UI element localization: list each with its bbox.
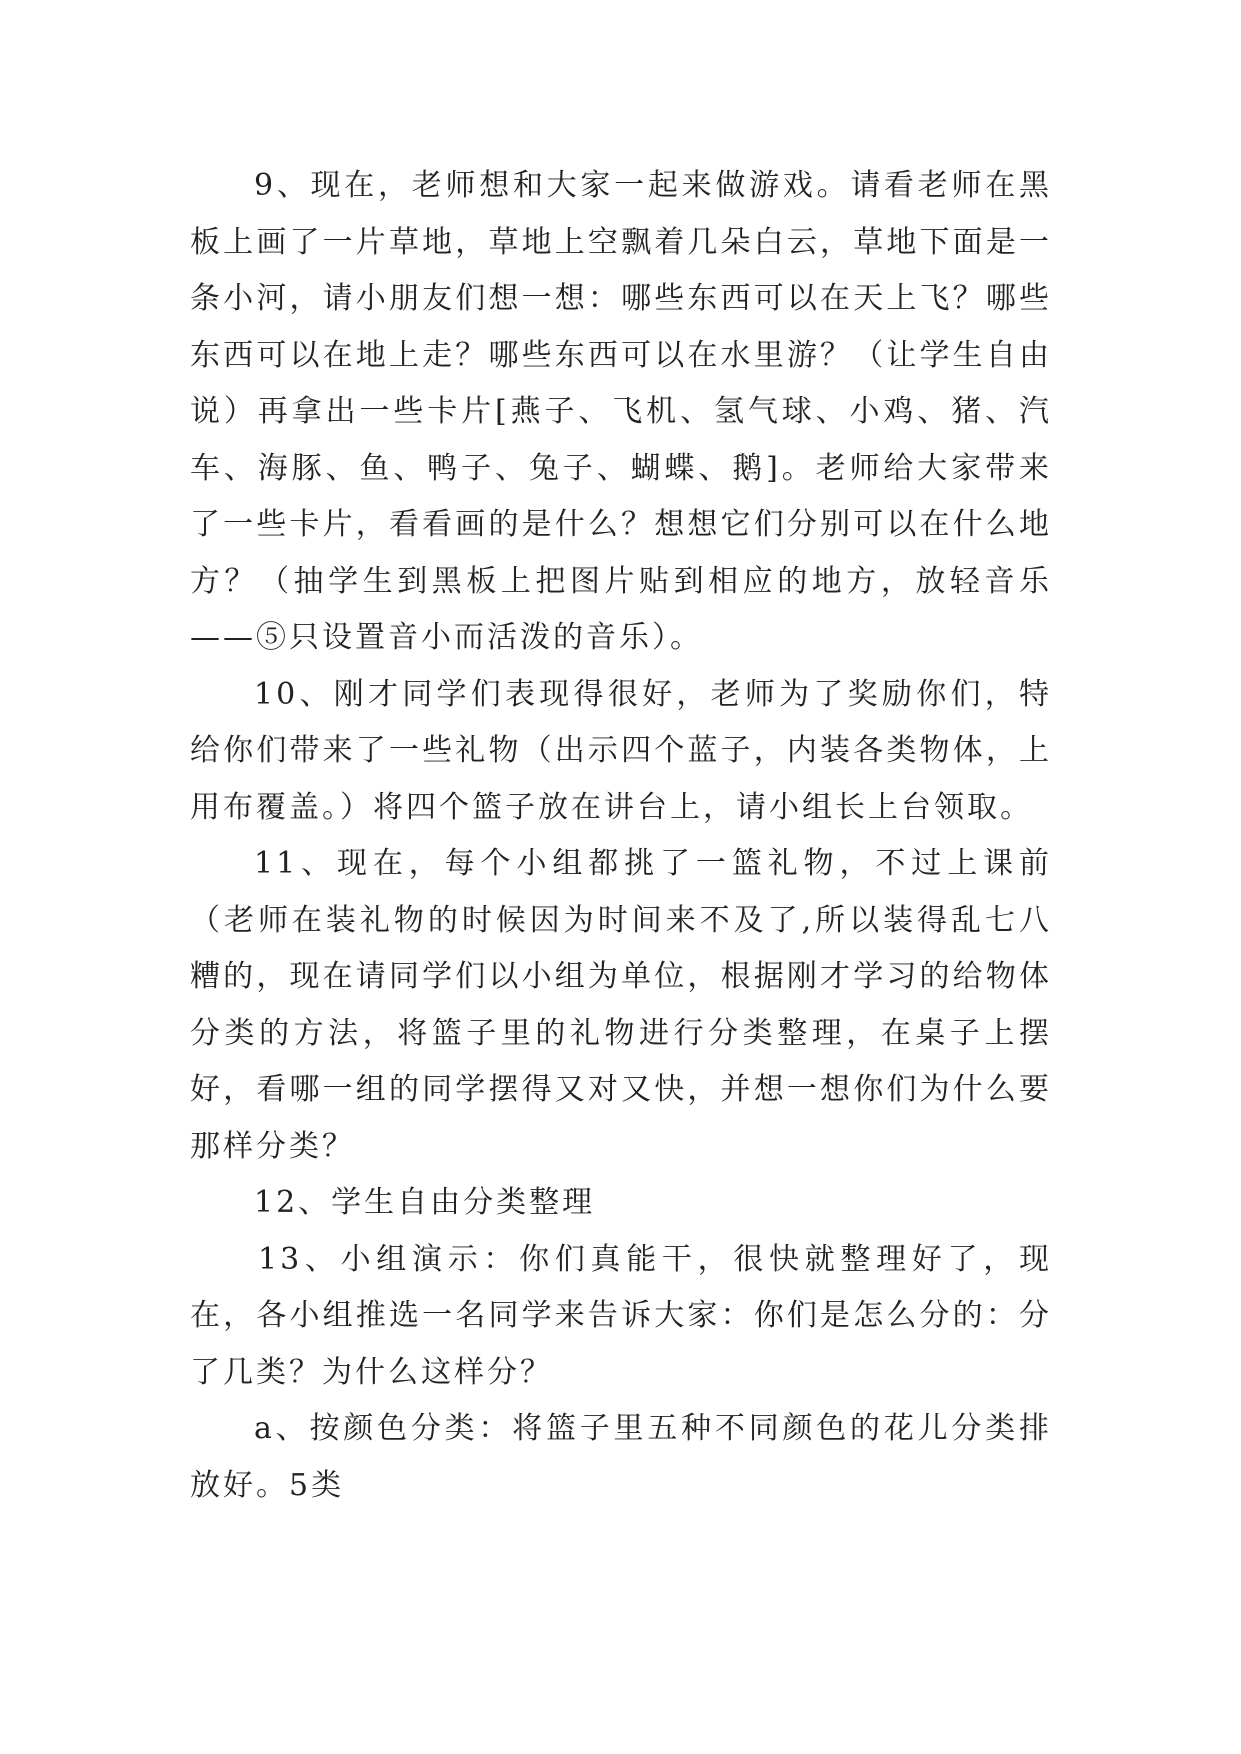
paragraph-11: 11、现在，每个小组都挑了一篮礼物，不过上课前（老师在装礼物的时候因为时间来不及了,所以装得乱七八糟的，现在请同学们以小组为单位，根据刚才学习的给物体分类的方法，将篮子里的礼物进行分类整理，在桌子上摆好，看哪一组的同学摆得又对又快，并想一想你们为什么要那样分类？ [190, 846, 1052, 1164]
paragraph-10: 10、刚才同学们表现得很好，老师为了奖励你们，特给你们带来了一些礼物（出示四个蓝子，内装各类物体，上用布覆盖。）将四个篮子放在讲台上，请小组长上台领取。 [190, 676, 1052, 825]
paragraph-12: 12、学生自由分类整理 [254, 1185, 596, 1220]
document-body [190, 158, 1052, 1514]
paragraph-9: 9、现在，老师想和大家一起来做游戏。请看老师在黑板上画了一片草地，草地上空飘着几朵白云，草地下面是一条小河，请小朋友们想一想：哪些东西可以在天上飞？哪些东西可以在地上走？哪些东西可以在水里游？（让学生自由说）再拿出一些卡片[燕子、飞机、氢气球、小鸡、猪、汽车、海豚、鱼、鸭子、兔子、蝴蝶、鹅]。老师给大家带来了一些卡片，看看画的是什么？想想它们分别可以在什么地方？（抽学生到黑板上把图片贴到相应的地方，放轻音乐——⑤只设置音小而活泼的音乐）。 [190, 168, 1052, 655]
paragraph-a: a、按颜色分类：将篮子里五种不同颜色的花儿分类排放好。5类 [190, 1411, 1052, 1503]
paragraph-13: 13、小组演示：你们真能干，很快就整理好了，现在，各小组推选一名同学来告诉大家：你们是怎么分的：分了几类？为什么这样分？ [190, 1241, 1052, 1390]
